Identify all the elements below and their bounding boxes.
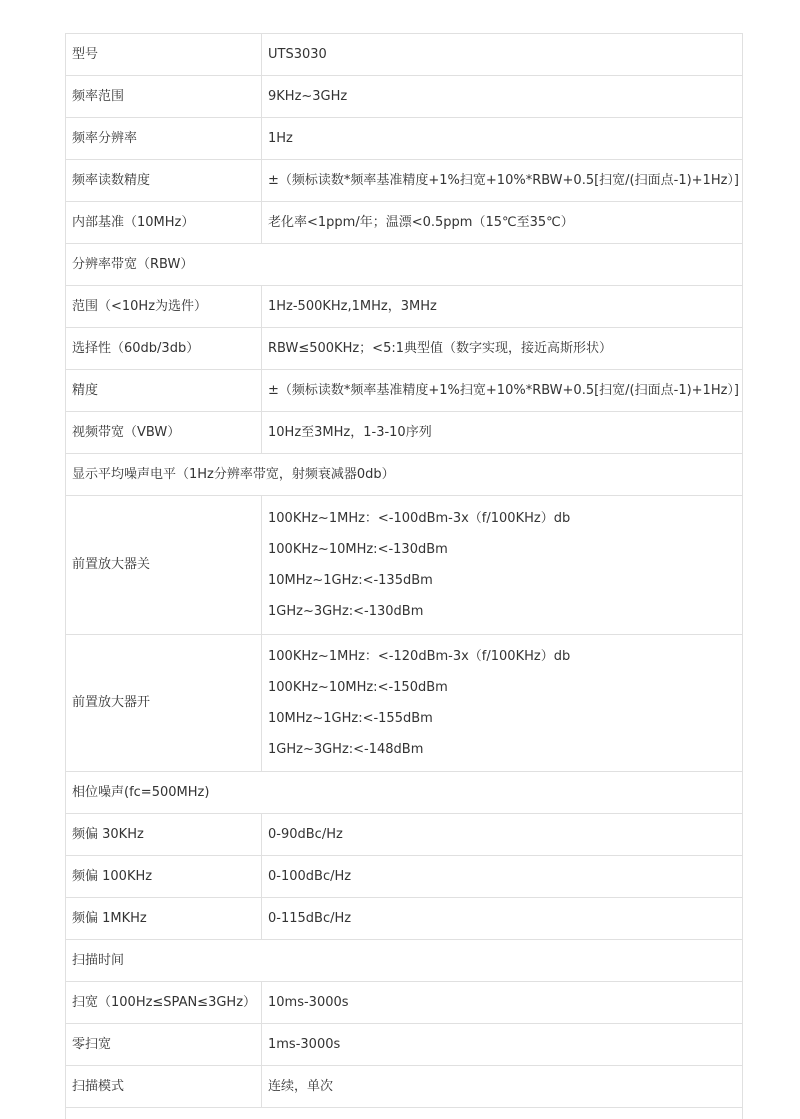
value-line: 100KHz~10MHz:<-150dBm bbox=[268, 680, 448, 695]
table-row bbox=[66, 160, 743, 202]
table-row bbox=[66, 412, 743, 454]
row-label: 频偏 100KHz bbox=[66, 856, 262, 898]
table-row bbox=[66, 286, 743, 328]
section-row bbox=[66, 772, 743, 814]
spec-table bbox=[65, 33, 743, 1119]
section-heading: 显示平均噪声电平（1Hz分辨率带宽，射频衰减器0db） bbox=[66, 454, 743, 496]
table-row bbox=[66, 898, 743, 940]
table-row bbox=[66, 1024, 743, 1066]
row-label: 内部基准（10MHz） bbox=[66, 202, 262, 244]
row-value: UTS3030 bbox=[262, 34, 743, 76]
row-value-lines bbox=[262, 635, 743, 772]
table-row bbox=[66, 1066, 743, 1108]
table-row bbox=[66, 118, 743, 160]
table-row bbox=[66, 34, 743, 76]
table-row bbox=[66, 202, 743, 244]
row-label: 精度 bbox=[66, 370, 262, 412]
value-line: 100KHz~1MHz：<-120dBm-3x（f/100KHz）db bbox=[268, 649, 571, 664]
row-value: 1ms-3000s bbox=[262, 1024, 743, 1066]
section-row bbox=[66, 244, 743, 286]
table-row bbox=[66, 635, 743, 772]
row-value: 9KHz~3GHz bbox=[262, 76, 743, 118]
row-label: 频率范围 bbox=[66, 76, 262, 118]
table-row bbox=[66, 496, 743, 635]
value-line: 1GHz~3GHz:<-130dBm bbox=[268, 604, 424, 619]
row-value: ±（频标读数*频率基准精度+1%扫宽+10%*RBW+0.5[扫宽/(扫面点-1)+1Hz）] bbox=[262, 160, 743, 202]
row-value: 0-90dBc/Hz bbox=[262, 814, 743, 856]
row-value: 连续，单次 bbox=[262, 1066, 743, 1108]
row-label: 频率分辨率 bbox=[66, 118, 262, 160]
row-label: 频率读数精度 bbox=[66, 160, 262, 202]
table-row bbox=[66, 370, 743, 412]
row-value: RBW≤500KHz；<5:1典型值（数字实现，接近高斯形状） bbox=[262, 328, 743, 370]
table-row bbox=[66, 76, 743, 118]
section-row bbox=[66, 1108, 743, 1119]
section-row bbox=[66, 940, 743, 982]
row-label: 频偏 30KHz bbox=[66, 814, 262, 856]
row-label: 零扫宽 bbox=[66, 1024, 262, 1066]
value-line: 10MHz~1GHz:<-135dBm bbox=[268, 573, 433, 588]
row-value: 1Hz bbox=[262, 118, 743, 160]
row-label: 扫宽（100Hz≤SPAN≤3GHz） bbox=[66, 982, 262, 1024]
row-value: 0-100dBc/Hz bbox=[262, 856, 743, 898]
table-row bbox=[66, 328, 743, 370]
value-line: 100KHz~1MHz：<-100dBm-3x（f/100KHz）db bbox=[268, 511, 571, 526]
row-value: 0-115dBc/Hz bbox=[262, 898, 743, 940]
row-label: 频偏 1MKHz bbox=[66, 898, 262, 940]
table-row bbox=[66, 814, 743, 856]
row-label: 范围（<10Hz为选件） bbox=[66, 286, 262, 328]
row-label: 前置放大器关 bbox=[66, 496, 262, 635]
table-row bbox=[66, 982, 743, 1024]
row-value-lines bbox=[262, 496, 743, 635]
value-line: 1GHz~3GHz:<-148dBm bbox=[268, 742, 424, 757]
section-heading: 扫描时间 bbox=[66, 940, 743, 982]
row-label: 型号 bbox=[66, 34, 262, 76]
value-line: 10MHz~1GHz:<-155dBm bbox=[268, 711, 433, 726]
row-value: ±（频标读数*频率基准精度+1%扫宽+10%*RBW+0.5[扫宽/(扫面点-1)+1Hz）] bbox=[262, 370, 743, 412]
row-label: 选择性（60db/3db） bbox=[66, 328, 262, 370]
row-label: 前置放大器开 bbox=[66, 635, 262, 772]
row-value: 老化率<1ppm/年；温漂<0.5ppm（15℃至35℃） bbox=[262, 202, 743, 244]
value-line: 100KHz~10MHz:<-130dBm bbox=[268, 542, 448, 557]
section-heading bbox=[66, 1108, 743, 1119]
row-value: 10ms-3000s bbox=[262, 982, 743, 1024]
table-row bbox=[66, 856, 743, 898]
row-value: 1Hz-500KHz,1MHz，3MHz bbox=[262, 286, 743, 328]
section-heading: 相位噪声(fc=500MHz) bbox=[66, 772, 743, 814]
row-label: 扫描模式 bbox=[66, 1066, 262, 1108]
section-row bbox=[66, 454, 743, 496]
row-value: 10Hz至3MHz，1-3-10序列 bbox=[262, 412, 743, 454]
section-heading: 分辨率带宽（RBW） bbox=[66, 244, 743, 286]
row-label: 视频带宽（VBW） bbox=[66, 412, 262, 454]
